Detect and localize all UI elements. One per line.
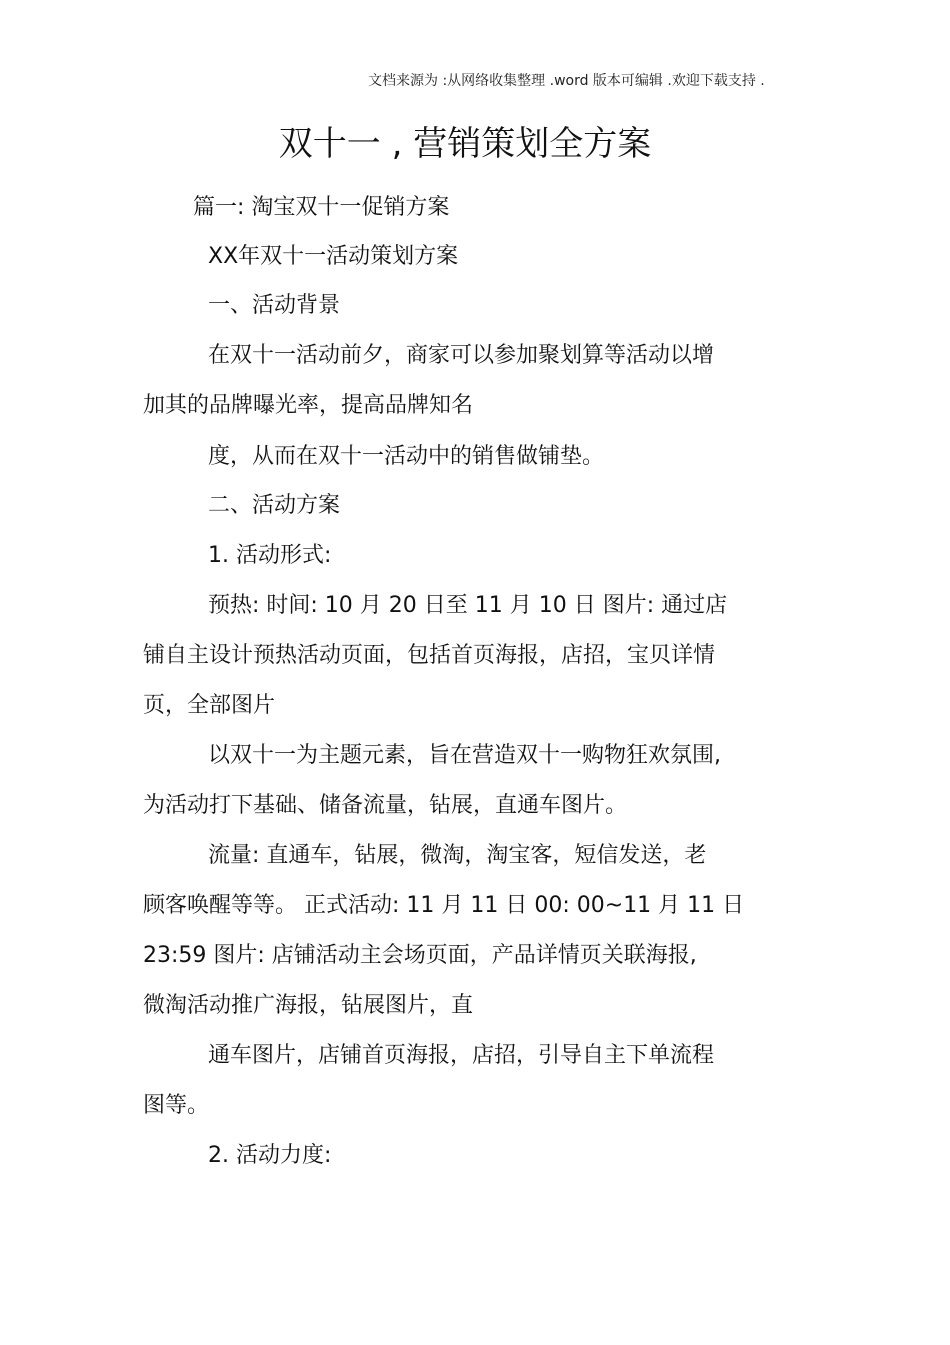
line-plan-heading: 二、活动方案 bbox=[208, 493, 341, 518]
body-line: 在双十一活动前夕，商家可以参加聚划算等活动以增 bbox=[208, 343, 715, 368]
body-line: 微淘活动推广海报，钻展图片，直 bbox=[143, 993, 474, 1018]
body-line: 以双十一为主题元素，旨在营造双十一购物狂欢氛围, bbox=[208, 743, 721, 768]
line-section-heading: 篇一: 淘宝双十一促销方案 bbox=[193, 195, 450, 220]
body-line: 23:59 图片: 店铺活动主会场页面，产品详情页关联海报, bbox=[143, 943, 697, 968]
document-title: 双十一 , 营销策划全方案 bbox=[278, 124, 652, 164]
body-line: 顾客唤醒等等。 正式活动: 11 月 11 日 00: 00~11 月 11 日 bbox=[143, 893, 745, 918]
body-line: 预热: 时间: 10 月 20 日至 11 月 10 日 图片: 通过店 bbox=[208, 593, 728, 618]
line-subheading: 2. 活动力度: bbox=[208, 1143, 332, 1168]
header-note: 文档来源为 :从网络收集整理 .word 版本可编辑 .欢迎下载支持 . bbox=[368, 73, 765, 89]
body-line: 图等。 bbox=[143, 1093, 210, 1118]
line-plan-title: XX年双十一活动策划方案 bbox=[208, 244, 459, 269]
body-line: 通车图片，店铺首页海报，店招，引导自主下单流程 bbox=[208, 1043, 715, 1068]
line-subheading: 1. 活动形式: bbox=[208, 543, 332, 568]
body-line: 为活动打下基础、储备流量，钻展，直通车图片。 bbox=[143, 793, 628, 818]
body-line: 铺自主设计预热活动页面，包括首页海报，店招，宝贝详情 bbox=[143, 643, 716, 668]
line-background-heading: 一、活动背景 bbox=[208, 293, 341, 318]
body-line: 加其的品牌曝光率，提高品牌知名 bbox=[143, 393, 474, 418]
body-line: 度，从而在双十一活动中的销售做铺垫。 bbox=[208, 444, 605, 469]
body-line: 流量: 直通车，钻展，微淘，淘宝客，短信发送，老 bbox=[208, 843, 707, 868]
body-line: 页，全部图片 bbox=[143, 693, 276, 718]
